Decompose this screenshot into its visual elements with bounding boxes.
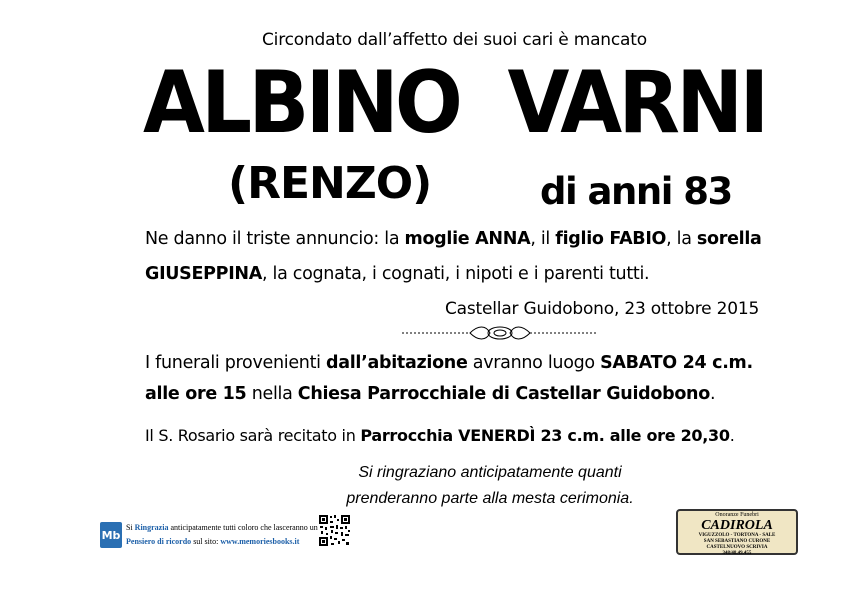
memoriesbooks-logo: Mb: [100, 522, 122, 548]
mb-part: Si: [126, 523, 135, 532]
mb-bold: Pensiero di ricordo: [126, 537, 192, 546]
mb-bold: Ringrazia: [134, 523, 169, 532]
funeral-part: I funerali provenienti: [145, 353, 326, 373]
intro-text: Circondato dall’affetto dei suoi cari è mancato: [262, 30, 647, 50]
funeral-part: nella: [246, 384, 298, 404]
funeral-home-line: SAN SEBASTIANO CURONE: [703, 539, 771, 544]
qr-code[interactable]: [318, 514, 351, 547]
nickname: (RENZO): [228, 158, 432, 209]
rosary-part: .: [729, 426, 735, 445]
place-date: Castellar Guidobono, 23 ottobre 2015: [445, 299, 760, 319]
announcement: [145, 222, 805, 292]
rosary-details: Parrocchia VENERDÌ 23 c.m. alle ore 20,30: [360, 426, 730, 445]
mb-website-link[interactable]: www.memoriesbooks.it: [220, 537, 300, 546]
announcement-part: , il: [530, 229, 556, 249]
funeral-from: dall’abitazione: [326, 353, 468, 373]
age: di anni 83: [540, 170, 732, 213]
funeral-part: .: [709, 384, 716, 404]
wife: moglie ANNA: [404, 229, 531, 249]
funeral-home-line: CASTELNUOVO SCRIVIA: [706, 545, 768, 550]
funeral-church: Chiesa Parrocchiale di Castellar Guidobono: [297, 384, 710, 404]
mb-part: sul sito:: [191, 537, 221, 546]
thanks-note: [300, 460, 680, 512]
memoriesbooks-text: [126, 521, 321, 549]
sister-label: sorella: [696, 229, 762, 249]
rosary-info: [145, 426, 734, 445]
funeral-day: SABATO 24 c.m.: [600, 353, 753, 373]
announcement-part: , la cognata, i cognati, i nipoti e i parenti tutti.: [262, 264, 650, 284]
rosary-part: Il S. Rosario sarà recitato in: [145, 426, 361, 445]
funeral-part: avranno luogo: [467, 353, 601, 373]
son: figlio FABIO: [555, 229, 667, 249]
funeral-home-top: Onoranze Funebri: [715, 512, 759, 518]
funeral-time: alle ore 15: [145, 384, 247, 404]
announcement-part: Ne danno il triste annuncio: la: [145, 229, 405, 249]
funeral-home-phone: 348/48.49.455: [722, 551, 752, 556]
deceased-name: ALBINO VARNI: [143, 53, 766, 153]
thanks-line: prenderanno parte alla mesta cerimonia.: [346, 490, 634, 507]
funeral-home-logo: [676, 509, 798, 555]
funeral-info: [145, 348, 825, 410]
ornament-divider: [400, 324, 600, 342]
thanks-line: Si ringraziano anticipatamente quanti: [358, 464, 622, 481]
announcement-part: , la: [666, 229, 697, 249]
funeral-home-name: CADIROLA: [701, 518, 773, 533]
mb-part: anticipatamente tutti coloro che lasceranno un: [168, 523, 318, 532]
funeral-home-line: VIGUZZOLO - TORTONA - SALE: [698, 533, 776, 538]
sister-name: GIUSEPPINA: [145, 264, 262, 284]
